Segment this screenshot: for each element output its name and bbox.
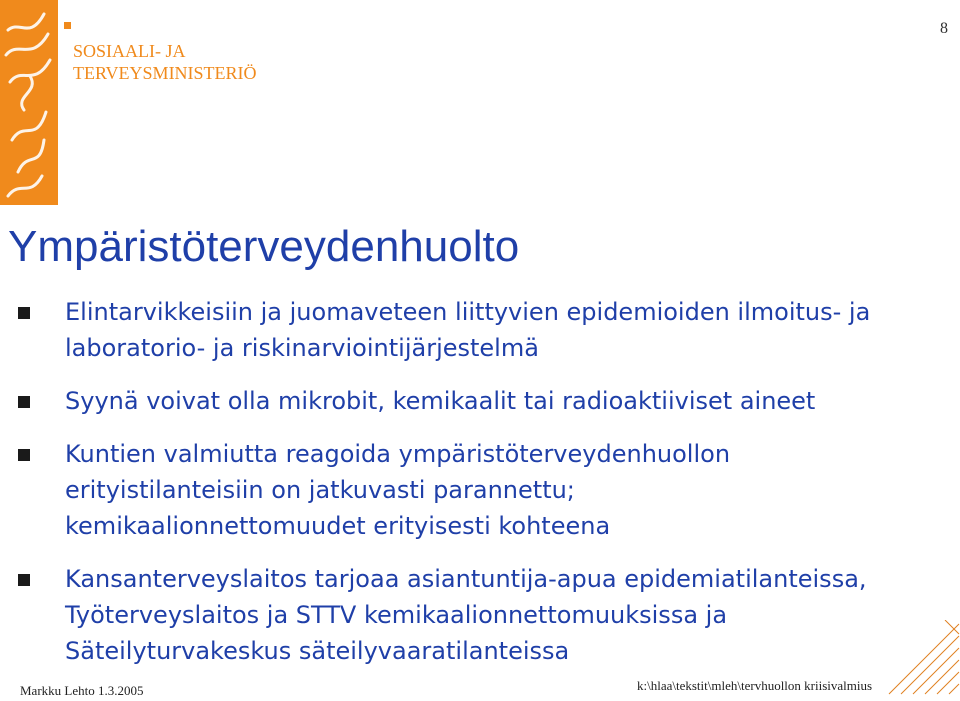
- bullet-line: Elintarvikkeisiin ja juomaveteen liittyvien epidemioiden ilmoitus- ja: [65, 298, 871, 326]
- ministry-square-icon: [64, 22, 71, 29]
- slide-title: Ympäristöterveydenhuolto: [8, 222, 520, 271]
- bullet-item: [18, 294, 918, 366]
- ministry-name: [73, 40, 257, 84]
- ministry-name-line1: SOSIAALI- JA: [73, 41, 186, 61]
- bullet-line: Säteilyturvakeskus säteilyvaaratilanteissa: [65, 637, 570, 665]
- footer-file-path: k:\hlaa\tekstit\mleh\tervhuollon kriisivalmius: [637, 678, 873, 693]
- bullet-square-icon: [18, 574, 30, 586]
- bullet-line: kemikaalionnettomuudet erityisesti kohteena: [65, 512, 611, 540]
- bullet-square-icon: [18, 449, 30, 461]
- ministry-name-line2: TERVEYSMINISTERIÖ: [73, 63, 257, 83]
- bullet-line: Kansanterveyslaitos tarjoaa asiantuntija-apua epidemiatilanteissa,: [65, 565, 867, 593]
- slide-number: 8: [940, 20, 948, 37]
- ministry-logo-band: [0, 0, 58, 205]
- bullet-list: [18, 294, 918, 686]
- bullet-item: [18, 561, 918, 669]
- corner-decoration-icon: [885, 620, 960, 701]
- footer-author-date: Markku Lehto 1.3.2005: [20, 683, 144, 698]
- bullet-square-icon: [18, 307, 30, 319]
- bullet-line: Työterveyslaitos ja STTV kemikaalionnettomuuksissa ja: [65, 601, 728, 629]
- bullet-line: erityistilanteisiin on jatkuvasti parannettu;: [65, 476, 575, 504]
- bullet-square-icon: [18, 396, 30, 408]
- logo-flame-icon: [0, 0, 58, 205]
- bullet-line: laboratorio- ja riskinarviointijärjestelmä: [65, 334, 539, 362]
- bullet-item: [18, 383, 918, 419]
- bullet-item: [18, 436, 918, 544]
- bullet-line: Syynä voivat olla mikrobit, kemikaalit tai radioaktiiviset aineet: [65, 387, 816, 415]
- bullet-line: Kuntien valmiutta reagoida ympäristöterveydenhuollon: [65, 440, 731, 468]
